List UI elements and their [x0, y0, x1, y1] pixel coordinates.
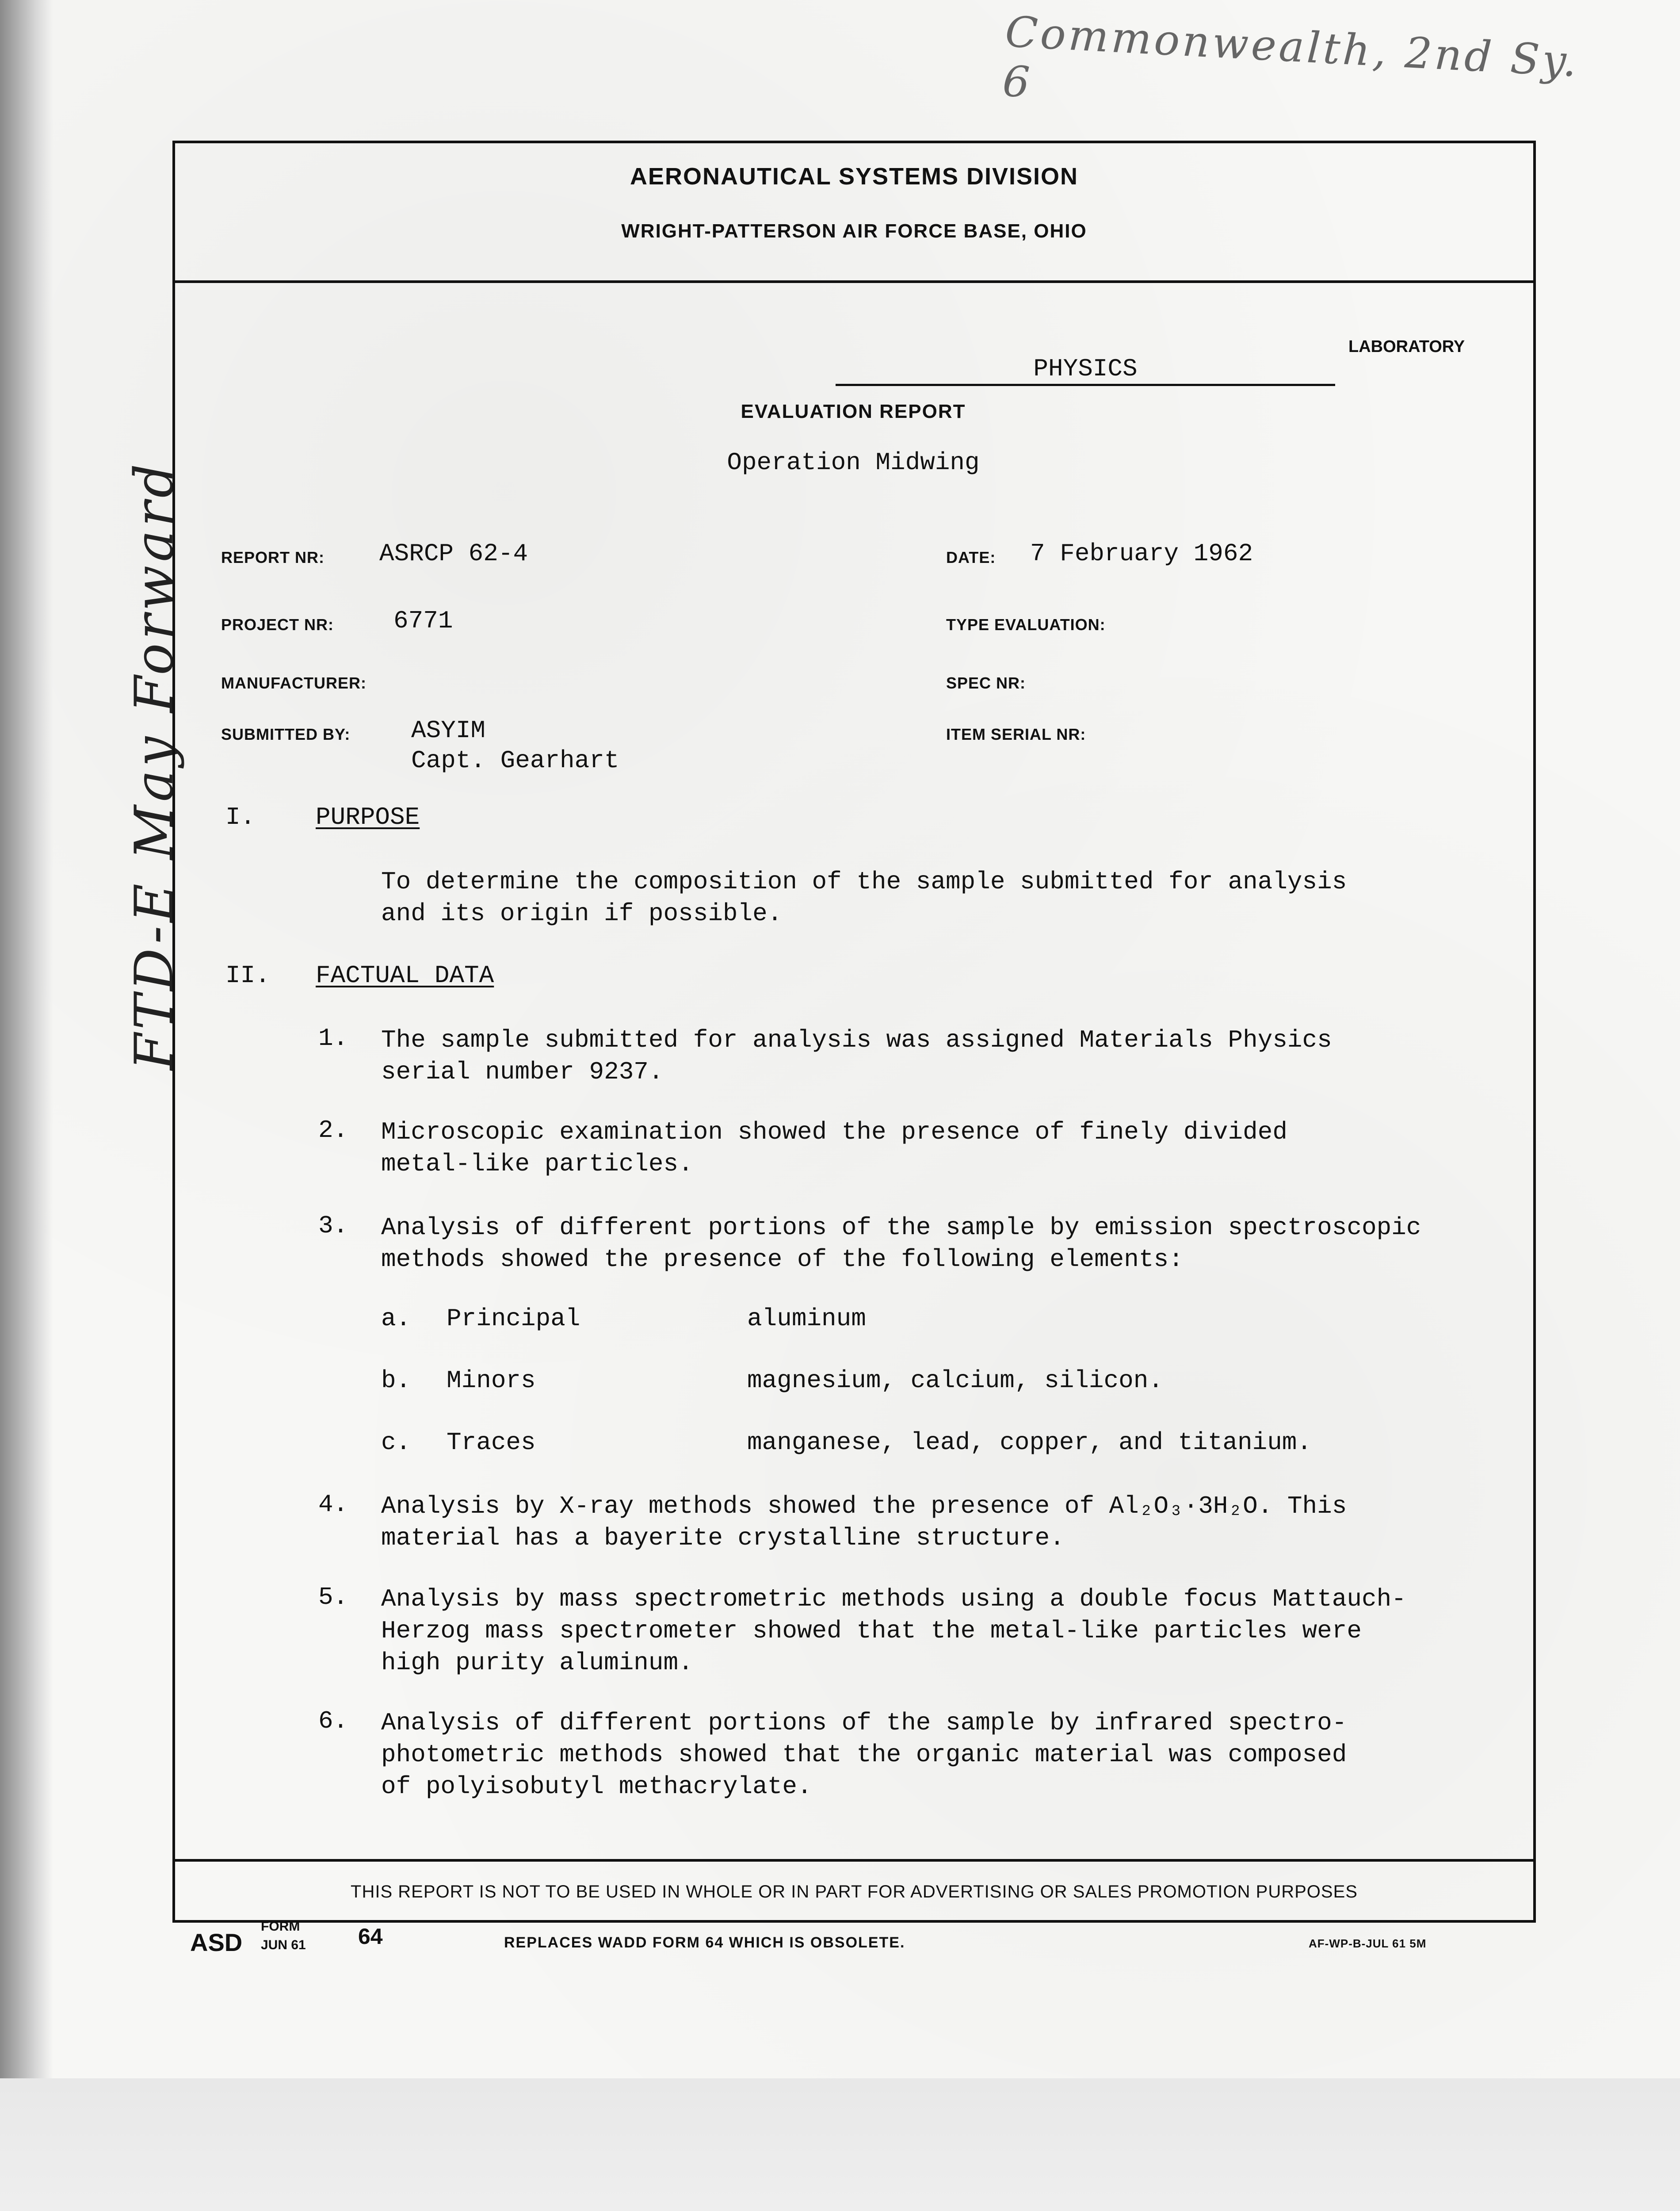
asd-label: ASD	[190, 1928, 243, 1956]
laboratory-label: LABORATORY	[1348, 337, 1465, 356]
form-number: 64	[358, 1924, 383, 1949]
submitted-by-value: ASYIM	[411, 716, 486, 745]
manufacturer-label: MANUFACTURER:	[221, 674, 367, 692]
element-values: magnesium, calcium, silicon.	[747, 1366, 1163, 1395]
element-category: Principal	[447, 1304, 580, 1333]
form-identifier	[190, 1919, 420, 1977]
submitted-by-officer: Capt. Gearhart	[411, 746, 619, 775]
form-date: JUN 61	[261, 1938, 306, 1952]
print-code: AF-WP-B-JUL 61 5M	[1309, 1937, 1427, 1950]
section-number-purpose: I.	[225, 803, 256, 831]
usage-notice: THIS REPORT IS NOT TO BE USED IN WHOLE OR IN PART FOR ADVERTISING OR SALES PROMOTION PURPOSES	[351, 1882, 1358, 1901]
project-nr-value: 6771	[393, 607, 453, 635]
section-number-factual: II.	[225, 961, 270, 990]
item-text: The sample submitted for analysis was assigned Materials Physics serial number 9237.	[381, 1026, 1332, 1086]
item-number: 2.	[318, 1116, 348, 1144]
purpose-text: To determine the composition of the sample submitted for analysis and its origin if possible.	[381, 868, 1347, 928]
element-category: Traces	[447, 1428, 536, 1457]
item-serial-label: ITEM SERIAL NR:	[946, 725, 1086, 743]
date-label: DATE:	[946, 548, 996, 566]
submitted-by-label: SUBMITTED BY:	[221, 725, 351, 743]
item-number: 3.	[318, 1212, 348, 1240]
report-subject: Operation Midwing	[727, 448, 980, 477]
element-letter: a.	[381, 1304, 411, 1333]
report-nr-value: ASRCP 62-4	[379, 539, 528, 568]
division-title: AERONAUTICAL SYSTEMS DIVISION	[630, 163, 1079, 190]
replaces-notice: REPLACES WADD FORM 64 WHICH IS OBSOLETE.	[504, 1934, 905, 1951]
item-number: 1.	[318, 1024, 348, 1052]
base-title: WRIGHT-PATTERSON AIR FORCE BASE, OHIO	[621, 220, 1087, 242]
item-text: Analysis by X-ray methods showed the presence of Al₂O₃·3H₂O. This material has a bayerite crystalline structure.	[381, 1492, 1347, 1552]
page-bottom-margin	[0, 2078, 1680, 2211]
item-text: Microscopic examination showed the presence of finely divided metal-like particles.	[381, 1118, 1287, 1178]
item-number: 4.	[318, 1490, 348, 1519]
element-category: Minors	[447, 1366, 536, 1395]
form-label: FORM	[261, 1919, 300, 1934]
handwritten-note-top: Commonwealth, 2nd Sy. 6	[1001, 7, 1581, 107]
handwritten-note-left: FTD-E May Forward	[124, 460, 185, 1070]
item-text: Analysis of different portions of the sample by infrared spectro- photometric methods showed that the organic material was composed of polyisobutyl methacrylate.	[381, 1709, 1347, 1801]
item-text: Analysis of different portions of the sample by emission spectroscopic methods showed the presence of the following elements:	[381, 1213, 1421, 1274]
section-title-factual: FACTUAL DATA	[316, 961, 494, 990]
spec-nr-label: SPEC NR:	[946, 674, 1026, 692]
item-number: 5.	[318, 1583, 348, 1611]
project-nr-label: PROJECT NR:	[221, 616, 334, 634]
element-values: manganese, lead, copper, and titanium.	[747, 1428, 1312, 1457]
element-values: aluminum	[747, 1304, 866, 1333]
element-letter: c.	[381, 1428, 411, 1457]
element-letter: b.	[381, 1366, 411, 1395]
type-evaluation-label: TYPE EVALUATION:	[946, 616, 1106, 634]
date-value: 7 February 1962	[1030, 539, 1253, 568]
item-text: Analysis by mass spectrometric methods using a double focus Mattauch- Herzog mass spectrometer showed that the metal-like particles were high purity aluminum.	[381, 1585, 1406, 1677]
report-title: EVALUATION REPORT	[741, 401, 966, 422]
report-nr-label: REPORT NR:	[221, 548, 325, 566]
form-header	[172, 141, 1536, 283]
form-footer	[172, 1859, 1536, 1923]
scan-edge-shadow	[0, 0, 53, 2078]
laboratory-name: PHYSICS	[836, 354, 1335, 386]
item-number: 6.	[318, 1707, 348, 1735]
section-title-purpose: PURPOSE	[316, 803, 420, 831]
